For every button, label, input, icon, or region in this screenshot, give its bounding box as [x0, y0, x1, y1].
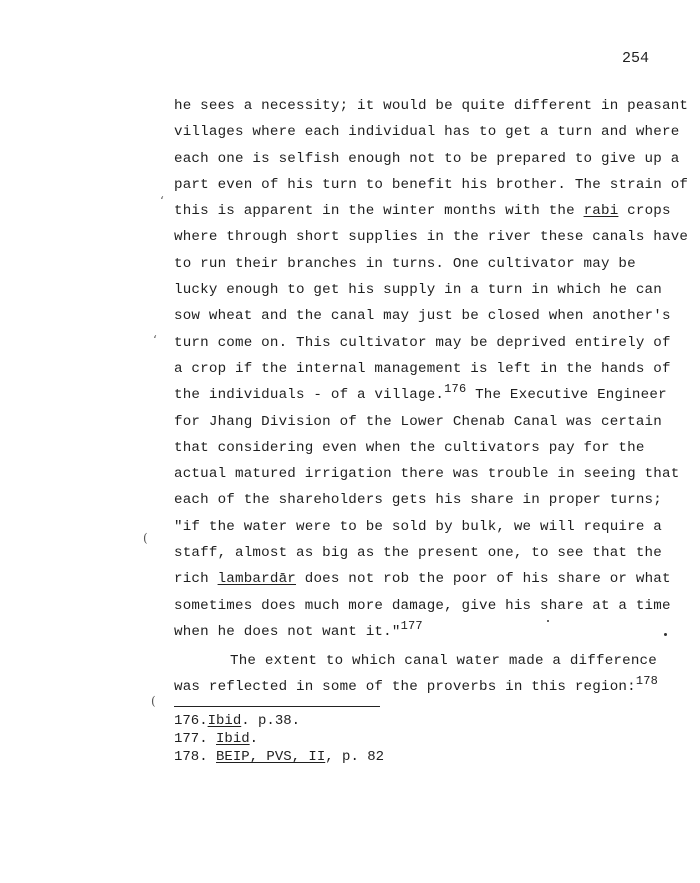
text-run: was reflected in some of the proverbs in this region: [174, 679, 636, 696]
footnote-ref: 177 [400, 618, 423, 633]
text-run: when he does not want it." [174, 623, 401, 640]
text-line: part even of his turn to benefit his brother. The strain of [174, 176, 689, 193]
text-line: staff, almost as big as the present one, to see that the [174, 545, 662, 562]
text-line: each of the shareholders gets his share in proper turns; [174, 492, 662, 509]
margin-mark: ( [151, 694, 156, 708]
text-line: he sees a necessity; it would be quite different in peasant [174, 98, 689, 114]
text-run: does not rob the poor of his share or what [296, 571, 671, 588]
text-line: sow wheat and the canal may just be closed when another's [174, 308, 671, 325]
text-line: villages where each individual has to get a turn and where [174, 124, 680, 141]
footnote-detail: . [249, 731, 259, 747]
margin-mark: ‘ [153, 333, 157, 347]
paragraph-2 [174, 648, 674, 701]
text-line: that considering even when the cultivators pay for the [174, 439, 645, 456]
footnote-source: Ibid [207, 713, 242, 729]
scan-speck [547, 620, 549, 622]
text-line [174, 619, 674, 645]
footnote-source: BEIP, PVS, II [216, 749, 326, 765]
text-line: a crop if the internal management is left in the hands of [174, 360, 671, 377]
footnote [174, 730, 384, 748]
text-run: crops [618, 203, 671, 220]
text-line: The extent to which canal water made a difference [230, 653, 657, 669]
scan-speck [664, 633, 667, 636]
footnotes [174, 712, 384, 766]
text-line: lucky enough to get his supply in a turn in which he can [174, 282, 662, 299]
text-line: each one is selfish enough not to be prepared to give up a [174, 150, 680, 167]
footnote-number: 178. [174, 749, 217, 765]
text-line [174, 674, 674, 700]
text-line: actual matured irrigation there was trouble in seeing that [174, 466, 680, 483]
footnote-separator [174, 706, 380, 707]
text-run: this is apparent in the winter months with the [174, 203, 584, 220]
paragraph-1 [174, 93, 689, 645]
underlined-term: lambardār [217, 571, 297, 588]
footnote-ref: 176 [444, 382, 467, 397]
text-run: the individuals - of a village. [174, 387, 445, 404]
text-run: rich [174, 571, 218, 588]
text-line [174, 382, 674, 408]
footnote-source: Ibid [216, 731, 250, 747]
footnote-ref: 178 [635, 674, 659, 689]
text-line [174, 566, 674, 592]
footnote [174, 748, 384, 766]
text-line: where through short supplies in the river these canals have [174, 229, 689, 246]
footnote [174, 712, 384, 730]
footnote-number: 176. [174, 713, 208, 729]
text-line: to run their branches in turns. One cultivator may be [174, 255, 636, 272]
text-line [174, 198, 674, 224]
page-number: 254 [622, 50, 650, 67]
text-line: for Jhang Division of the Lower Chenab Canal was certain [174, 413, 662, 430]
footnote-detail: . p.38. [241, 713, 301, 729]
text-line: sometimes does much more damage, give his share at a time [174, 597, 671, 614]
underlined-term: rabi [583, 203, 619, 220]
margin-mark: ‘ [160, 194, 164, 208]
text-run: The Executive Engineer [466, 387, 667, 404]
footnote-number: 177. [174, 731, 217, 747]
text-line: turn come on. This cultivator may be deprived entirely of [174, 334, 671, 351]
margin-mark: ( [143, 531, 148, 545]
text-line: "if the water were to be sold by bulk, we will require a [174, 518, 662, 535]
footnote-detail: , p. 82 [325, 749, 385, 765]
